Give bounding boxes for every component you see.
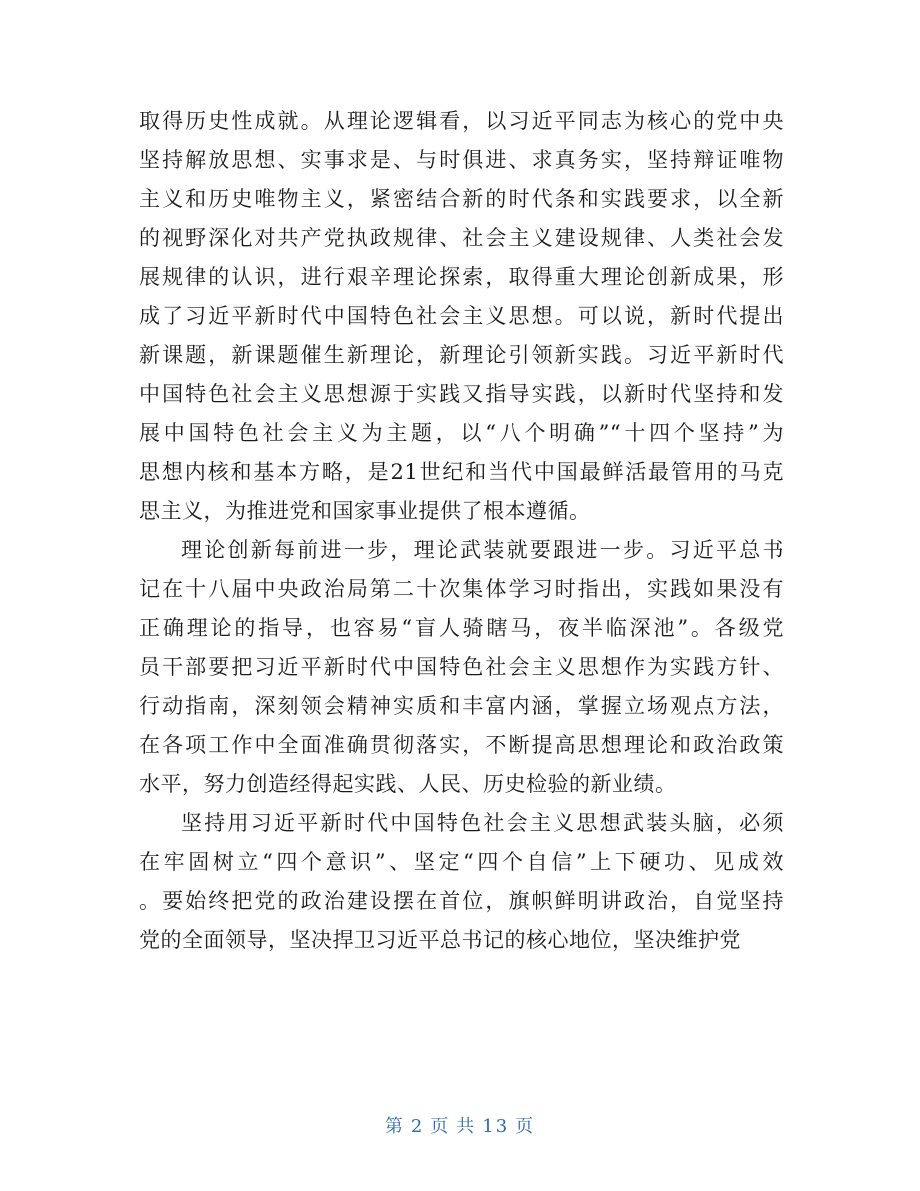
text-line: 展中国特色社会主义为主题，以“八个明确”“十四个坚持”为 [139, 421, 784, 445]
footer-suffix: 页 [515, 1116, 536, 1137]
text-line: 中国特色社会主义思想源于实践又指导实践，以新时代坚持和发 [139, 382, 784, 406]
text-line: 员干部要把习近平新时代中国特色社会主义思想作为实践方针、 [139, 655, 784, 679]
text-line: 在各项工作中全面准确贯彻落实，不断提高思想理论和政治政策 [139, 733, 784, 757]
text-line: 。要始终把党的政治建设摆在首位，旗帜鲜明讲政治，自觉坚持 [139, 889, 784, 913]
text-line: 的视野深化对共产党执政规律、社会主义建设规律、人类社会发 [139, 226, 784, 250]
text-line: 理论创新每前进一步，理论武装就要跟进一步。习近平总书 [181, 538, 784, 562]
text-line: 思主义，为推进党和国家事业提供了根本遵循。 [139, 499, 591, 523]
footer-current-page: 2 [410, 1116, 425, 1137]
text-line: 成了习近平新时代中国特色社会主义思想。可以说，新时代提出 [139, 304, 784, 328]
text-line: 正确理论的指导，也容易“盲人骑瞎马，夜半临深池”。各级党 [139, 616, 784, 640]
footer-total-pages: 13 [482, 1116, 510, 1137]
text-line: 水平，努力创造经得起实践、人民、历史检验的新业绩。 [139, 772, 677, 796]
paragraph [139, 531, 784, 804]
text-line: 主义和历史唯物主义，紧密结合新的时代条和实践要求，以全新 [139, 187, 784, 211]
text-line: 坚持用习近平新时代中国特色社会主义思想武装头脑，必须 [181, 811, 784, 835]
text-line: 取得历史性成就。从理论逻辑看，以习近平同志为核心的党中央 [139, 109, 784, 133]
footer-total-word: 共 [456, 1116, 477, 1137]
document-body [139, 102, 784, 960]
text-line: 行动指南，深刻领会精神实质和丰富内涵，掌握立场观点方法， [139, 694, 784, 718]
page-footer [0, 1112, 920, 1138]
paragraph [139, 102, 784, 531]
footer-page-word: 页 [430, 1116, 451, 1137]
text-line: 思想内核和基本方略，是21世纪和当代中国最鲜活最管用的马克 [139, 460, 784, 484]
text-line: 坚持解放思想、实事求是、与时俱进、求真务实，坚持辩证唯物 [139, 148, 784, 172]
text-line: 记在十八届中央政治局第二十次集体学习时指出，实践如果没有 [139, 577, 784, 601]
text-line: 在牢固树立“四个意识”、坚定“四个自信”上下硬功、见成效 [139, 850, 784, 874]
footer-prefix: 第 [384, 1116, 405, 1137]
paragraph [139, 804, 784, 960]
text-line: 党的全面领导，坚决捍卫习近平总书记的核心地位，坚决维护党 [139, 928, 741, 952]
text-line: 新课题，新课题催生新理论，新理论引领新实践。习近平新时代 [139, 343, 784, 367]
text-line: 展规律的认识，进行艰辛理论探索，取得重大理论创新成果，形 [139, 265, 784, 289]
